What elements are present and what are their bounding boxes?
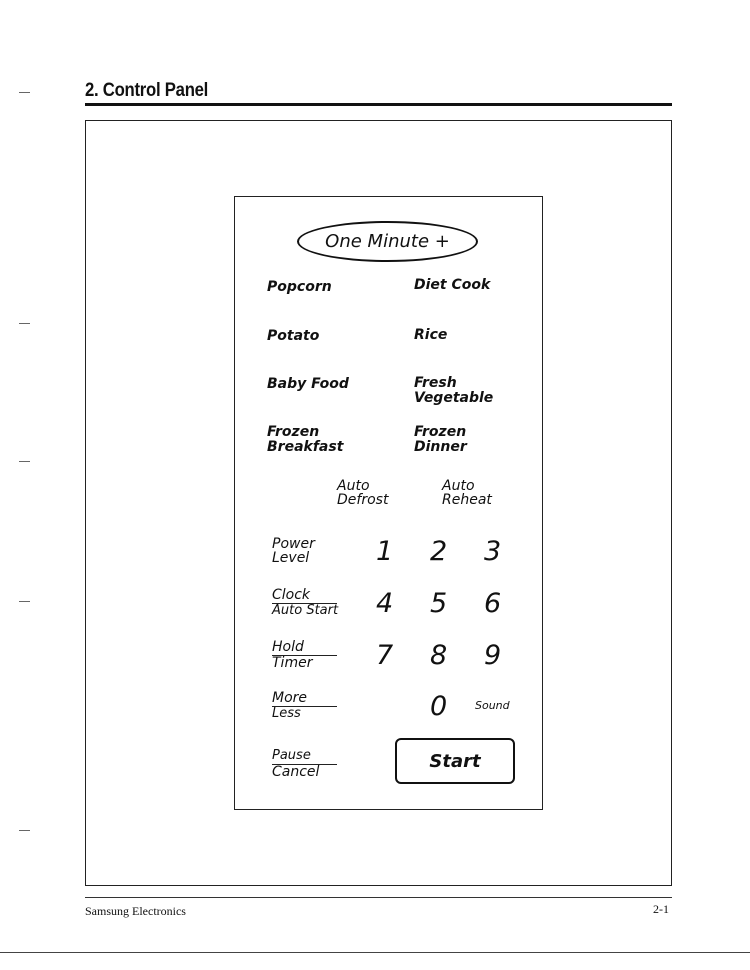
pause-cancel-button[interactable] — [272, 748, 337, 779]
auto-reheat-button[interactable] — [442, 479, 492, 507]
less-label: Less — [272, 706, 301, 721]
more-label: More — [272, 691, 337, 707]
power-level-line1: Power — [272, 536, 315, 552]
header-rule — [85, 103, 672, 106]
digit-6-button[interactable]: 6 — [484, 588, 502, 619]
page-number: 2-1 — [653, 902, 669, 916]
auto-defrost-line2: Defrost — [337, 492, 389, 508]
digit-3-button[interactable]: 3 — [484, 536, 502, 567]
digit-2-button[interactable]: 2 — [430, 536, 448, 567]
frozen-breakfast-line2: Breakfast — [267, 439, 344, 455]
rice-button[interactable]: Rice — [414, 327, 448, 343]
one-minute-label: One Minute + — [325, 231, 450, 252]
fresh-vegetable-button[interactable] — [414, 376, 493, 406]
margin-tick — [19, 92, 30, 93]
auto-defrost-line1: Auto — [337, 478, 370, 494]
frozen-dinner-button[interactable] — [414, 425, 467, 455]
sound-button[interactable]: Sound — [475, 699, 510, 712]
digit-4-button[interactable]: 4 — [376, 588, 394, 619]
footer-company: Samsung Electronics — [85, 904, 186, 918]
power-level-line2: Level — [272, 550, 310, 566]
start-label: Start — [429, 750, 481, 772]
fresh-vegetable-line2: Vegetable — [414, 390, 494, 406]
frozen-dinner-line1: Frozen — [414, 424, 467, 440]
clock-auto-start-button[interactable] — [272, 588, 338, 618]
page-bottom-rule — [0, 952, 750, 953]
potato-button[interactable]: Potato — [267, 328, 320, 344]
footer-rule — [85, 897, 672, 898]
margin-tick — [19, 601, 30, 602]
digit-1-button[interactable]: 1 — [376, 536, 394, 567]
clock-label: Clock — [272, 588, 337, 604]
frozen-dinner-line2: Dinner — [414, 439, 467, 455]
auto-start-label: Auto Start — [272, 603, 339, 618]
digit-7-button[interactable]: 7 — [376, 640, 394, 671]
frozen-breakfast-button[interactable] — [267, 425, 343, 455]
start-button[interactable] — [395, 738, 515, 784]
digit-5-button[interactable]: 5 — [430, 588, 448, 619]
fresh-vegetable-line1: Fresh — [414, 375, 457, 391]
hold-label: Hold — [272, 640, 337, 656]
margin-tick — [19, 323, 30, 324]
auto-defrost-button[interactable] — [337, 479, 388, 507]
cancel-label: Cancel — [272, 764, 320, 780]
digit-0-button[interactable]: 0 — [430, 691, 448, 722]
hold-timer-button[interactable] — [272, 640, 337, 670]
one-minute-button[interactable] — [297, 221, 478, 262]
digit-8-button[interactable]: 8 — [430, 640, 448, 671]
more-less-button[interactable] — [272, 691, 337, 721]
power-level-button[interactable] — [272, 537, 315, 565]
timer-label: Timer — [272, 655, 313, 671]
auto-reheat-line1: Auto — [442, 478, 475, 494]
margin-tick — [19, 461, 30, 462]
auto-reheat-line2: Reheat — [442, 492, 492, 508]
margin-tick — [19, 830, 30, 831]
frozen-breakfast-line1: Frozen — [267, 424, 320, 440]
digit-9-button[interactable]: 9 — [484, 640, 502, 671]
pause-label: Pause — [272, 749, 337, 765]
page-title: 2. Control Panel — [85, 80, 209, 101]
baby-food-button[interactable]: Baby Food — [267, 376, 349, 392]
diet-cook-button[interactable]: Diet Cook — [414, 277, 491, 293]
popcorn-button[interactable]: Popcorn — [267, 279, 332, 295]
